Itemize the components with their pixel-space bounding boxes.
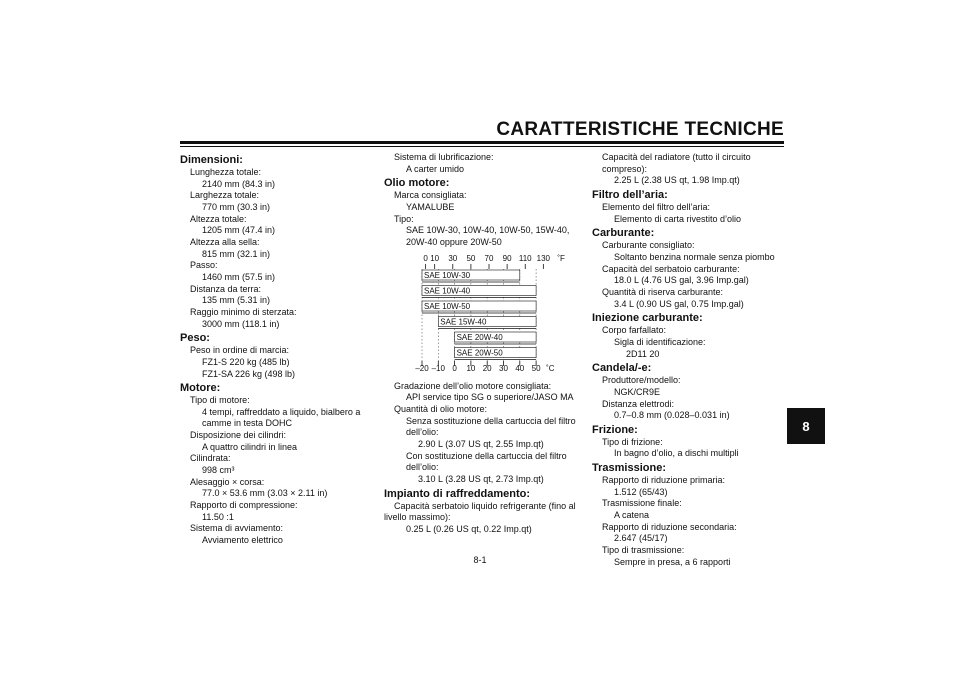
oil-grade-label: SAE 20W-40 <box>456 332 503 342</box>
spec-label: Capacità del serbatoio carburante: <box>602 263 740 274</box>
title-rule-thin <box>180 146 784 147</box>
celsius-tick-label: 20 <box>482 363 492 373</box>
spec-label: Carburante consigliato: <box>602 240 695 251</box>
spec-value: 20W-40 oppure 20W-50 <box>406 236 502 247</box>
oil-viscosity-chart <box>384 253 580 379</box>
spec-value: 815 mm (32.1 in) <box>202 248 271 259</box>
fahrenheit-tick-label: 0 <box>423 253 428 263</box>
spec-value: camme in testa DOHC <box>202 418 293 429</box>
spec-value: API service tipo SG o superiore/JASO MA <box>406 392 574 403</box>
spec-value: 2.25 L (2.38 US qt, 1.98 Imp.qt) <box>614 175 740 186</box>
oil-grade-label: SAE 10W-30 <box>424 270 471 280</box>
spec-label: Rapporto di riduzione primaria: <box>602 475 726 486</box>
spec-label: Quantità di riserva carburante: <box>602 286 724 297</box>
spec-value: 77.0 × 53.6 mm (3.03 × 2.11 in) <box>202 488 328 499</box>
spec-label: Quantità di olio motore: <box>394 403 488 414</box>
spec-value: 998 cm³ <box>202 465 235 476</box>
fahrenheit-unit-label: ˚F <box>557 253 565 263</box>
spec-label: Sigla di identificazione: <box>614 336 706 347</box>
spec-value: 3000 mm (118.1 in) <box>202 318 280 329</box>
spec-value: 18.0 L (4.76 US gal, 3.96 Imp.gal) <box>614 275 749 286</box>
section-heading: Dimensioni: <box>180 154 243 166</box>
spec-label: compreso): <box>602 163 648 174</box>
spec-value: Avviamento elettrico <box>202 535 283 546</box>
spec-value: A quattro cilindri in linea <box>202 441 298 452</box>
page-title: CARATTERISTICHE TECNICHE <box>496 119 784 140</box>
spec-label: Con sostituzione della cartuccia del filtro <box>406 450 567 461</box>
section-heading: Iniezione carburante: <box>592 312 703 325</box>
spec-value: 770 mm (30.3 in) <box>202 201 271 212</box>
spec-label: Marca consigliata: <box>394 190 467 201</box>
section-heading: Olio motore: <box>384 177 450 190</box>
spec-label: Passo: <box>190 260 218 271</box>
section-heading: Frizione: <box>592 423 638 436</box>
oil-grade-label: SAE 10W-40 <box>424 286 471 296</box>
section-heading: Peso: <box>180 332 210 345</box>
spec-value: FZ1-S 220 kg (485 lb) <box>202 356 290 367</box>
celsius-tick-label: –20 <box>415 363 429 373</box>
spec-label: Elemento del filtro dell’aria: <box>602 201 711 212</box>
oil-grade-label: SAE 15W-40 <box>440 317 487 327</box>
fahrenheit-tick-label: 50 <box>466 253 476 263</box>
spec-value: 1205 mm (47.4 in) <box>202 225 276 236</box>
spec-label: Tipo di frizione: <box>602 436 663 447</box>
spec-label: Altezza totale: <box>190 213 247 224</box>
spec-value: YAMALUBE <box>406 201 455 212</box>
spec-label: Cilindrata: <box>190 453 231 464</box>
spec-value: NGK/CR9E <box>614 386 661 397</box>
chapter-tab: 8 <box>787 408 825 444</box>
oil-grade-label: SAE 20W-50 <box>456 348 503 358</box>
spec-label: Trasmissione finale: <box>602 498 682 509</box>
celsius-tick-label: 30 <box>499 363 508 373</box>
title-rule-thick <box>180 141 784 144</box>
spec-label: Rapporto di riduzione secondaria: <box>602 521 737 532</box>
spec-label: Peso in ordine di marcia: <box>190 345 290 356</box>
spec-label: Produttore/modello: <box>602 375 681 386</box>
column-2 <box>384 152 580 535</box>
section-heading: Motore: <box>180 382 221 395</box>
spec-value: 1.512 (65/43) <box>614 486 668 497</box>
spec-value: 0.25 L (0.26 US qt, 0.22 Imp.qt) <box>406 523 532 534</box>
celsius-unit-label: ˚C <box>546 363 555 373</box>
spec-value: 2140 mm (84.3 in) <box>202 178 276 189</box>
spec-value: 3.10 L (3.28 US qt, 2.73 Imp.qt) <box>418 473 544 484</box>
section-heading: Carburante: <box>592 227 655 240</box>
spec-label: Sistema di avviamento: <box>190 523 284 534</box>
spec-value: Soltanto benzina normale senza piombo <box>614 251 775 262</box>
fahrenheit-tick-label: 110 <box>518 253 532 263</box>
spec-label: Disposizione dei cilindri: <box>190 430 287 441</box>
fahrenheit-tick-label: 70 <box>484 253 494 263</box>
viscosity-chart-svg <box>384 253 580 379</box>
fahrenheit-tick-label: 130 <box>536 253 551 263</box>
fahrenheit-tick-label: 30 <box>448 253 458 263</box>
celsius-tick-label: –10 <box>431 363 445 373</box>
spec-label: dell’olio: <box>406 462 439 473</box>
spec-label: Capacità del radiatore (tutto il circuito <box>602 152 751 162</box>
section-heading: Candela/-e: <box>592 362 652 375</box>
spec-label: Lunghezza totale: <box>190 167 262 177</box>
oil-grade-label: SAE 10W-50 <box>424 301 471 311</box>
spec-label: Distanza da terra: <box>190 283 262 294</box>
spec-value: 3.4 L (0.90 US gal, 0.75 Imp.gal) <box>614 298 744 309</box>
spec-label: Rapporto di compressione: <box>190 500 298 511</box>
spec-label: Altezza alla sella: <box>190 236 260 247</box>
spec-label: Alesaggio × corsa: <box>190 476 265 487</box>
spec-value: 0.7–0.8 mm (0.028–0.031 in) <box>614 410 730 421</box>
spec-label: Larghezza totale: <box>190 190 260 201</box>
spec-label: Tipo di motore: <box>190 395 250 406</box>
spec-label: Corpo farfallato: <box>602 325 667 336</box>
spec-label: Sistema di lubrificazione: <box>394 152 494 162</box>
spec-value: 2.647 (45/17) <box>614 533 668 544</box>
spec-label: livello massimo): <box>384 512 451 523</box>
column-1 <box>180 152 370 547</box>
spec-label: Capacità serbatoio liquido refrigerante (fino al <box>394 500 576 511</box>
spec-label: Distanza elettrodi: <box>602 398 675 409</box>
spec-value: 2.90 L (3.07 US qt, 2.55 Imp.qt) <box>418 438 544 449</box>
spec-value: Sempre in presa, a 6 rapporti <box>614 556 731 567</box>
spec-label: Raggio minimo di sterzata: <box>190 306 297 317</box>
celsius-tick-label: 0 <box>452 363 457 373</box>
spec-label: Gradazione dell’olio motore consigliata: <box>394 380 552 391</box>
section-heading: Trasmissione: <box>592 462 666 475</box>
spec-value: 11.50 :1 <box>202 511 234 522</box>
spec-value: A carter umido <box>406 163 465 174</box>
fahrenheit-tick-label: 10 <box>430 253 440 263</box>
celsius-tick-label: 40 <box>515 363 525 373</box>
spec-value: In bagno d’olio, a dischi multipli <box>614 448 739 459</box>
spec-value: FZ1-SA 226 kg (498 lb) <box>202 368 296 379</box>
celsius-tick-label: 50 <box>531 363 541 373</box>
spec-label: Tipo di trasmissione: <box>602 545 685 556</box>
spec-label: Senza sostituzione della cartuccia del filtro <box>406 415 576 426</box>
spec-value: A catena <box>614 510 650 521</box>
spec-label: dell’olio: <box>406 427 439 438</box>
spec-value: 2D11 20 <box>626 348 660 359</box>
spec-value: 4 tempi, raffreddato a liquido, bialbero a <box>202 406 361 417</box>
spec-label: Tipo: <box>394 213 414 224</box>
spec-value: 1460 mm (57.5 in) <box>202 271 276 282</box>
section-heading: Impianto di raffreddamento: <box>384 487 531 500</box>
column-3 <box>592 152 788 568</box>
fahrenheit-tick-label: 90 <box>502 253 512 263</box>
spec-value: 135 mm (5.31 in) <box>202 295 271 306</box>
page-number: 8-1 <box>473 555 487 565</box>
celsius-tick-label: 10 <box>466 363 476 373</box>
section-heading: Filtro dell’aria: <box>592 188 668 201</box>
spec-value: Elemento di carta rivestito d’olio <box>614 213 742 224</box>
spec-value: SAE 10W-30, 10W-40, 10W-50, 15W-40, <box>406 225 570 236</box>
